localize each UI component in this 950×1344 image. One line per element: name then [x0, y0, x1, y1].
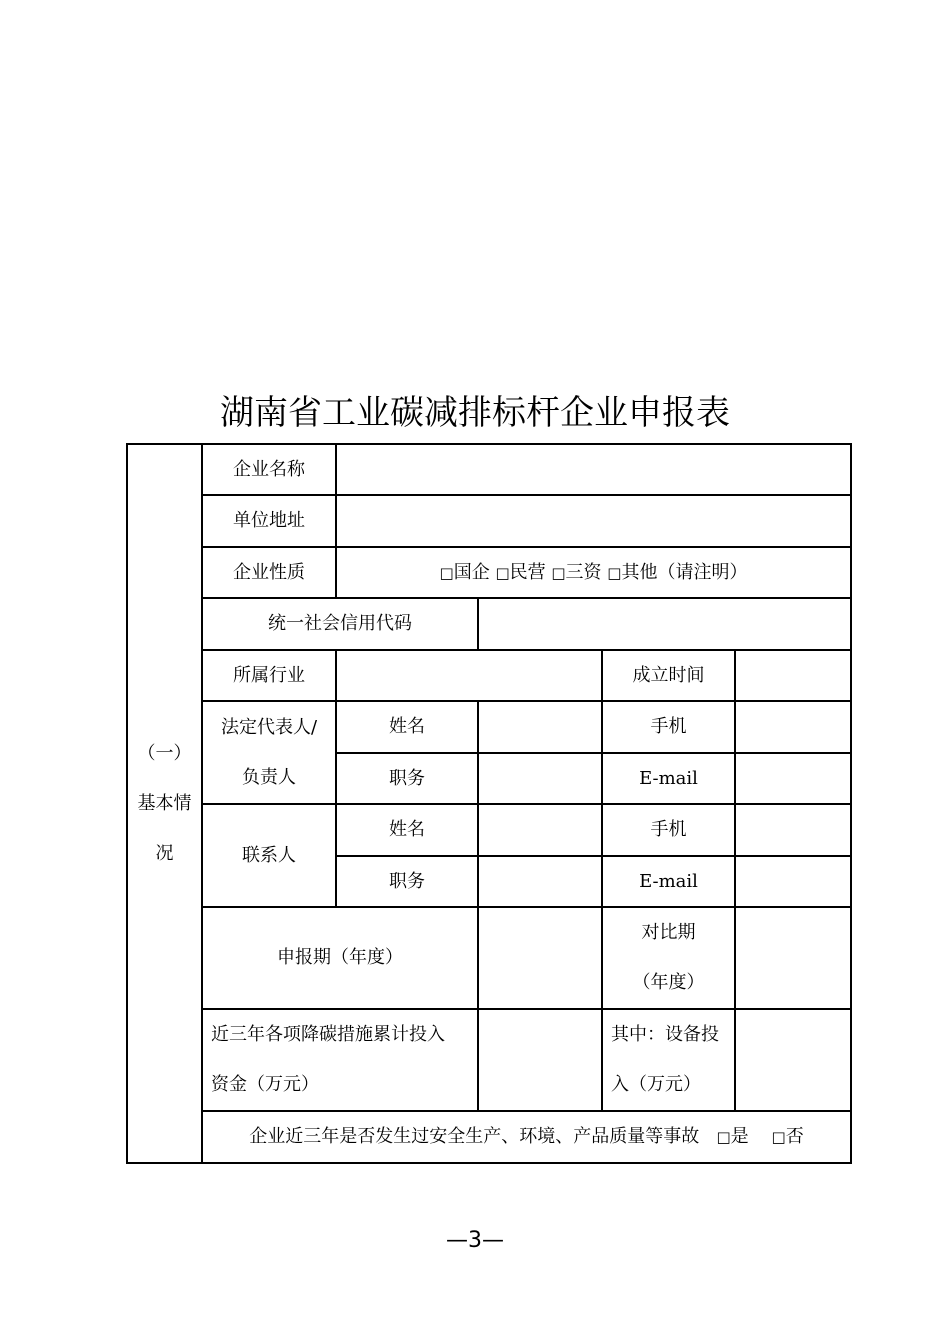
checkbox-other[interactable]: □ [607, 563, 622, 582]
input-contact-name[interactable] [478, 804, 602, 856]
input-legal-rep-name[interactable] [478, 701, 602, 753]
input-legal-rep-position[interactable] [478, 753, 602, 804]
option-soe: 国企 [453, 561, 490, 583]
form-title: 湖南省工业碳减排标杆企业申报表 [220, 393, 730, 433]
label-equipment-line1: 其中：设备投 [611, 1024, 719, 1045]
label-investment-line2: 资金（万元） [211, 1074, 319, 1095]
label-investment-line1: 近三年各项降碳措施累计投入 [211, 1024, 445, 1045]
label-report-period: 申报期（年度） [202, 907, 478, 1009]
label-compare-line1: 对比期 [641, 922, 696, 943]
row-address [127, 495, 851, 547]
label-address: 单位地址 [202, 495, 336, 547]
checkbox-accident-no[interactable]: □ [771, 1128, 786, 1146]
checkbox-foreign[interactable]: □ [551, 563, 566, 582]
row-industry [127, 650, 851, 701]
row-nature [127, 547, 851, 598]
option-other: 其他（请注明） [621, 561, 748, 583]
label-legal-rep-line2: 负责人 [242, 766, 296, 788]
page-number: —3— [446, 1228, 504, 1253]
label-contact-email: E-mail [602, 856, 735, 907]
nature-options-cell [336, 547, 851, 598]
label-legal-rep-position: 职务 [336, 753, 478, 804]
option-foreign: 三资 [565, 561, 602, 583]
input-contact-position[interactable] [478, 856, 602, 907]
label-legal-rep-line1: 法定代表人/ [220, 716, 318, 738]
row-investment [127, 1009, 851, 1111]
label-compare-line2: （年度） [632, 972, 705, 993]
label-established: 成立时间 [602, 650, 735, 701]
application-form-table [126, 443, 852, 1164]
checkbox-accident-yes[interactable]: □ [716, 1128, 731, 1146]
row-contact-name [127, 804, 851, 856]
option-private: 民营 [509, 561, 546, 583]
input-contact-email[interactable] [735, 856, 851, 907]
row-legal-rep-name [127, 701, 851, 753]
input-equipment[interactable] [735, 1009, 851, 1111]
row-period [127, 907, 851, 1009]
label-company-name: 企业名称 [202, 444, 336, 495]
section-label-line2: 基本情 [137, 792, 192, 814]
label-legal-rep [202, 701, 336, 804]
label-nature: 企业性质 [202, 547, 336, 598]
label-legal-rep-email: E-mail [602, 753, 735, 804]
label-equipment-line2: 入（万元） [611, 1074, 701, 1095]
checkbox-soe[interactable]: □ [439, 563, 454, 582]
input-report-period[interactable] [478, 907, 602, 1009]
option-accident-yes: 是 [730, 1126, 749, 1147]
input-address[interactable] [336, 495, 851, 547]
accident-question: 企业近三年是否发生过安全生产、环境、产品质量等事故 [249, 1126, 700, 1147]
section-label-line3: 况 [155, 842, 174, 864]
label-contact-name: 姓名 [336, 804, 478, 856]
input-company-name[interactable] [336, 444, 851, 495]
label-credit-code: 统一社会信用代码 [202, 598, 478, 650]
label-compare-period [602, 907, 735, 1009]
label-investment [202, 1009, 478, 1111]
label-legal-rep-mobile: 手机 [602, 701, 735, 753]
label-contact: 联系人 [202, 804, 336, 907]
option-accident-no: 否 [785, 1126, 804, 1147]
row-company-name [127, 444, 851, 495]
input-investment[interactable] [478, 1009, 602, 1111]
row-credit-code [127, 598, 851, 650]
checkbox-private[interactable]: □ [495, 563, 510, 582]
section-label-line1: （一） [137, 742, 192, 764]
input-industry[interactable] [336, 650, 602, 701]
label-legal-rep-name: 姓名 [336, 701, 478, 753]
row-accident [127, 1111, 851, 1163]
label-industry: 所属行业 [202, 650, 336, 701]
label-contact-position: 职务 [336, 856, 478, 907]
section-label-cell [127, 444, 202, 1163]
input-compare-period[interactable] [735, 907, 851, 1009]
label-equipment [602, 1009, 735, 1111]
input-legal-rep-email[interactable] [735, 753, 851, 804]
label-contact-mobile: 手机 [602, 804, 735, 856]
accident-cell [202, 1111, 851, 1163]
input-established[interactable] [735, 650, 851, 701]
input-contact-mobile[interactable] [735, 804, 851, 856]
input-legal-rep-mobile[interactable] [735, 701, 851, 753]
input-credit-code[interactable] [478, 598, 851, 650]
